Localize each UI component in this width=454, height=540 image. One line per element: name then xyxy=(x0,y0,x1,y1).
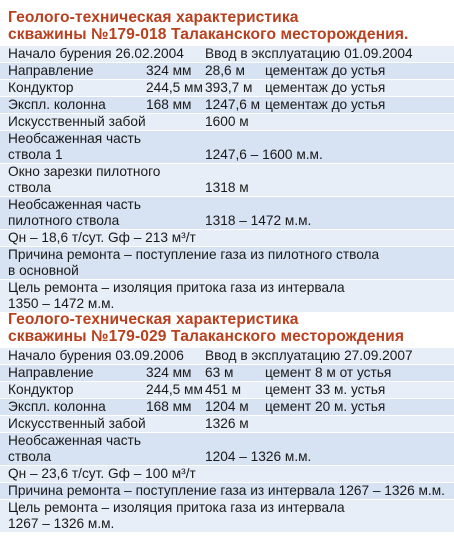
pilot-window-label-line2: ствола xyxy=(8,180,52,195)
casing-name: Направление xyxy=(8,365,94,380)
uncased-pilot-value: 1318 – 1472 м.м. xyxy=(205,213,312,228)
casing-diameter: 244,5 мм xyxy=(146,382,203,397)
uncased-pilot-label-line2: пилотного ствола xyxy=(8,213,120,228)
casing-depth: 28,6 м xyxy=(205,63,245,78)
well1-rates-row xyxy=(0,230,454,247)
well2-title-line1: Геолого-техническая характеристика xyxy=(8,311,299,328)
casing-name: Кондуктор xyxy=(8,80,74,95)
uncased-pilot-label-line1: Необсаженная часть xyxy=(8,197,141,212)
well1-casing-row xyxy=(0,63,454,80)
pilot-window-label-line1: Окно зарезки пилотного xyxy=(8,164,161,179)
casing-note: цемент 33 м. устья xyxy=(265,382,386,397)
uncased-value: 1204 – 1326 м.м. xyxy=(205,449,312,464)
casing-diameter: 168 мм xyxy=(146,399,192,414)
well2-rates: Qн – 23,6 т/сут. Gф – 100 м³/т xyxy=(8,466,196,481)
uncased-main-label-line2: ствола 1 xyxy=(8,147,63,162)
well1-casing-row xyxy=(0,97,454,114)
artificial-bottom-label: Искусственный забой xyxy=(8,416,146,431)
casing-name: Экспл. колонна xyxy=(8,399,106,414)
well2-title-line2: скважины №179-029 Талаканского месторождения xyxy=(8,328,405,345)
casing-depth: 1204 м xyxy=(205,399,249,414)
casing-note: цементаж до устья xyxy=(265,80,386,95)
repair-goal-line2: 1350 – 1472 м.м. xyxy=(8,296,115,311)
well2-commissioning: Ввод в эксплуатацию 27.09.2007 xyxy=(205,348,413,363)
repair-reason: Причина ремонта – поступление газа из интервала 1267 – 1326 м.м. xyxy=(8,483,445,498)
casing-note: цементаж до устья xyxy=(265,63,386,78)
casing-note: цемент 8 м от устья xyxy=(265,365,392,380)
casing-diameter: 324 мм xyxy=(146,63,192,78)
casing-depth: 63 м xyxy=(205,365,234,380)
well2-casing-row xyxy=(0,365,454,382)
uncased-main-value: 1247,6 – 1600 м.м. xyxy=(205,147,323,162)
well2-artificial-bottom-row xyxy=(0,416,454,433)
well2-casing-row xyxy=(0,399,454,416)
well2-repair-goal-row xyxy=(0,500,454,533)
casing-note: цементаж до устья xyxy=(265,97,386,112)
well2-uncased-row xyxy=(0,433,454,466)
uncased-label-line2: ствола xyxy=(8,449,52,464)
artificial-bottom-value: 1326 м xyxy=(205,416,249,431)
uncased-label-line1: Необсаженная часть xyxy=(8,433,141,448)
well2-dates-row xyxy=(0,348,454,365)
repair-goal-line1: Цель ремонта – изоляция притока газа из интервала xyxy=(8,280,345,295)
casing-diameter: 244,5 мм xyxy=(146,80,203,95)
well2-repair-reason-row xyxy=(0,483,454,500)
well2-section xyxy=(0,311,454,533)
repair-goal-line2: 1267 – 1326 м.м. xyxy=(8,516,115,531)
well1-casing-row xyxy=(0,80,454,97)
well1-title-line1: Геолого-техническая характеристика xyxy=(8,9,299,26)
casing-note: цемент 20 м. устья xyxy=(265,399,386,414)
casing-diameter: 324 мм xyxy=(146,365,192,380)
well2-drilling-start: Начало бурения 03.09.2006 xyxy=(8,348,184,363)
artificial-bottom-value: 1600 м xyxy=(205,114,249,129)
well1-dates-row xyxy=(0,46,454,63)
well1-repair-goal-row xyxy=(0,280,454,313)
well1-rates: Qн – 18,6 т/сут. Gф – 213 м³/т xyxy=(8,230,196,245)
well1-uncased-pilot-row xyxy=(0,197,454,230)
well2-casing-row xyxy=(0,382,454,399)
uncased-main-label-line1: Необсаженная часть xyxy=(8,131,141,146)
well1-pilot-window-row xyxy=(0,164,454,197)
casing-diameter: 168 мм xyxy=(146,97,192,112)
well1-artificial-bottom-row xyxy=(0,114,454,131)
well1-section xyxy=(0,9,454,313)
well1-drilling-start: Начало бурения 26.02.2004 xyxy=(8,46,184,61)
well1-title-line2: скважины №179-018 Талаканского месторождения. xyxy=(8,26,409,43)
repair-reason-line1: Причина ремонта – поступление газа из пилотного ствола xyxy=(8,247,380,262)
casing-depth: 1247,6 м xyxy=(205,97,261,112)
well2-rates-row xyxy=(0,466,454,483)
well1-table xyxy=(0,46,454,313)
artificial-bottom-label: Искусственный забой xyxy=(8,114,146,129)
casing-name: Кондуктор xyxy=(8,382,74,397)
well1-uncased-main-row xyxy=(0,131,454,164)
well2-table xyxy=(0,348,454,533)
repair-reason-line2: в основной xyxy=(8,263,79,278)
casing-name: Направление xyxy=(8,63,94,78)
casing-depth: 451 м xyxy=(205,382,242,397)
casing-name: Экспл. колонна xyxy=(8,97,106,112)
repair-goal-line1: Цель ремонта – изоляция притока газа из интервала xyxy=(8,500,345,515)
pilot-window-value: 1318 м xyxy=(205,180,249,195)
well1-commissioning: Ввод в эксплуатацию 01.09.2004 xyxy=(205,46,413,61)
well1-repair-reason-row xyxy=(0,247,454,280)
casing-depth: 393,7 м xyxy=(205,80,253,95)
